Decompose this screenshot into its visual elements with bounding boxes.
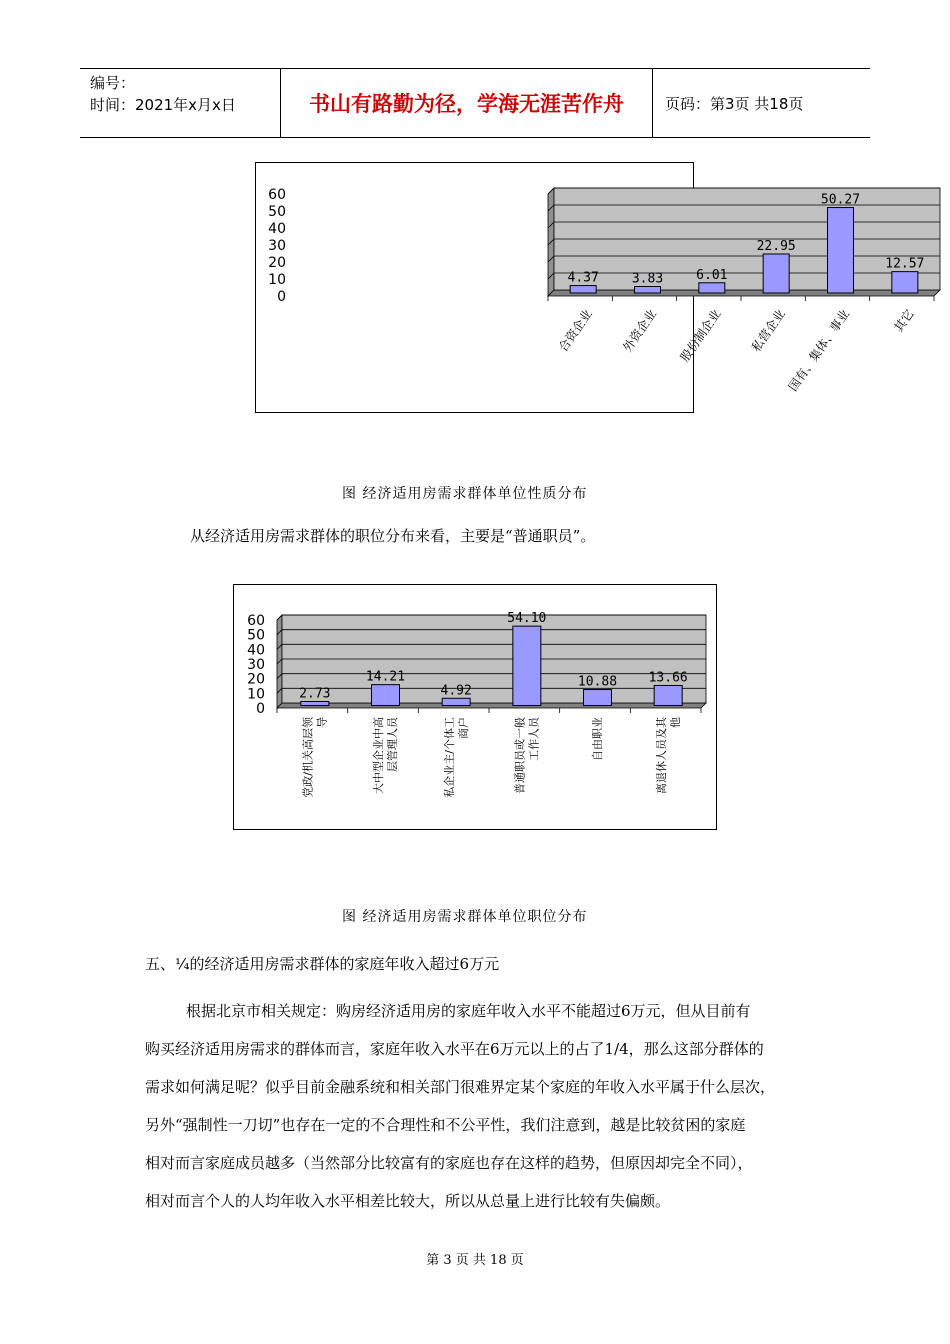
bar xyxy=(442,698,470,705)
bar xyxy=(570,286,596,293)
category-label-line: 他 xyxy=(668,717,682,728)
y-tick-label: 10 xyxy=(247,686,265,703)
category-label-line: 其它 xyxy=(891,306,917,335)
bar-value-label: 2.73 xyxy=(299,686,331,702)
intro-sentence: 从经济适用房需求群体的职位分布来看，主要是“普通职员”。 xyxy=(190,527,596,545)
y-tick-label: 10 xyxy=(268,272,286,288)
paragraph-line: 根据北京市相关规定：购房经济适用房的家庭年收入水平不能超过6万元，但从目前有 xyxy=(186,1002,751,1020)
bar xyxy=(635,286,661,293)
y-tick-label: 50 xyxy=(247,627,265,644)
header-left-cell xyxy=(80,69,281,137)
bar-value-label: 22.95 xyxy=(756,238,796,254)
section-heading: 五、¼的经济适用房需求群体的家庭年收入超过6万元 xyxy=(145,955,500,973)
plot-floor xyxy=(548,290,940,296)
bar xyxy=(828,208,854,293)
bar xyxy=(301,701,329,705)
category-label-line: 工作人员 xyxy=(527,717,541,761)
category-label-line: 层管理人员 xyxy=(386,717,400,772)
category-label-line: 离退休人员及其 xyxy=(654,717,668,794)
y-tick-label: 60 xyxy=(247,613,265,629)
bar xyxy=(699,283,725,293)
category-label xyxy=(654,716,682,794)
paragraph-line: 另外“强制性一刀切”也存在一定的不合理性和不公平性，我们注意到，越是比较贫困的家庭 xyxy=(145,1116,746,1134)
y-tick-label: 0 xyxy=(256,701,265,717)
chart-unit-nature xyxy=(255,162,925,413)
bar-value-label: 4.37 xyxy=(567,270,599,286)
header-motto: 书山有路勤为径，学海无涯苦作舟 xyxy=(281,69,653,137)
bar-value-label: 6.01 xyxy=(696,267,728,283)
bar xyxy=(372,685,400,706)
category-label-line: 商户 xyxy=(456,717,470,739)
category-label xyxy=(371,716,399,794)
y-tick-label: 40 xyxy=(247,642,265,659)
category-label xyxy=(442,717,470,798)
bar-value-label: 10.88 xyxy=(577,674,618,690)
page-footer: 第 3 页 共 18 页 xyxy=(426,1253,524,1268)
document-header xyxy=(80,68,870,138)
paragraph-line: 相对而言家庭成员越多（当然部分比较富有的家庭也存在这样的趋势，但原因却完全不同）， xyxy=(145,1154,753,1172)
body-paragraph xyxy=(145,992,810,1220)
category-label xyxy=(677,306,724,364)
category-label-line: 私营企业 xyxy=(748,306,788,355)
bar xyxy=(513,626,541,705)
y-tick-label: 30 xyxy=(247,657,265,673)
header-page-info: 页码：第3页 共18页 xyxy=(665,94,804,113)
y-tick-label: 60 xyxy=(268,187,286,203)
paragraph-line: 购买经济适用房需求的群体而言，家庭年收入水平在6万元以上的占了1/4，那么这部分群体的 xyxy=(145,1040,764,1058)
paragraph-line: 需求如何满足呢？似乎目前金融系统和相关部门很难界定某个家庭的年收入水平属于什么层次， xyxy=(145,1078,776,1096)
chart-unit-nature-svg xyxy=(256,163,925,412)
y-tick-label: 50 xyxy=(268,204,286,220)
bar-value-label: 13.66 xyxy=(648,670,688,686)
category-label xyxy=(785,306,852,393)
y-tick-label: 20 xyxy=(268,255,286,271)
category-label-line: 普通职员或一般 xyxy=(513,717,527,794)
category-label xyxy=(513,716,541,794)
category-label-line: 党政/机关高层领 xyxy=(301,717,315,798)
bar xyxy=(584,690,612,706)
category-label-line: 私企业主/个体工 xyxy=(442,717,456,798)
category-label xyxy=(619,306,659,354)
y-tick-label: 40 xyxy=(268,221,286,237)
category-label xyxy=(748,306,788,354)
figure1-caption: 图 经济适用房需求群体单位性质分布 xyxy=(342,486,588,502)
bar-value-label: 12.57 xyxy=(885,256,925,272)
category-label-line: 股份制企业 xyxy=(677,306,724,365)
y-tick-label: 20 xyxy=(247,671,265,688)
header-time-label: 时间：2021年x月x日 xyxy=(90,96,236,114)
chart-unit-position xyxy=(233,584,717,830)
bar-value-label: 3.83 xyxy=(631,271,664,287)
category-label-line: 国有、集体、事业 xyxy=(785,306,853,394)
category-label xyxy=(301,716,329,798)
bar-value-label: 14.21 xyxy=(365,669,406,685)
y-tick-label: 0 xyxy=(277,289,286,305)
plot-floor xyxy=(277,703,706,708)
bar-value-label: 50.27 xyxy=(820,192,861,208)
category-label-line: 大中型企业中高 xyxy=(372,717,386,794)
bar xyxy=(654,685,682,705)
category-label-line: 合资企业 xyxy=(555,306,595,355)
bar xyxy=(892,272,918,293)
category-label xyxy=(590,717,604,761)
header-number-label: 编号： xyxy=(90,74,136,92)
category-label xyxy=(891,306,917,334)
category-label-line: 自由职业 xyxy=(591,717,605,761)
category-label-line: 外资企业 xyxy=(620,306,660,355)
y-tick-label: 30 xyxy=(268,238,286,254)
bar-value-label: 4.92 xyxy=(440,683,472,699)
bar xyxy=(763,254,789,293)
chart-unit-position-svg xyxy=(234,585,716,829)
figure2-caption: 图 经济适用房需求群体单位职位分布 xyxy=(342,909,588,925)
bar-value-label: 54.10 xyxy=(507,611,547,627)
category-label xyxy=(555,306,595,354)
paragraph-line: 相对而言个人的人均年收入水平相差比较大，所以从总量上进行比较有失偏颇。 xyxy=(145,1192,671,1210)
category-label-line: 导 xyxy=(315,717,329,728)
